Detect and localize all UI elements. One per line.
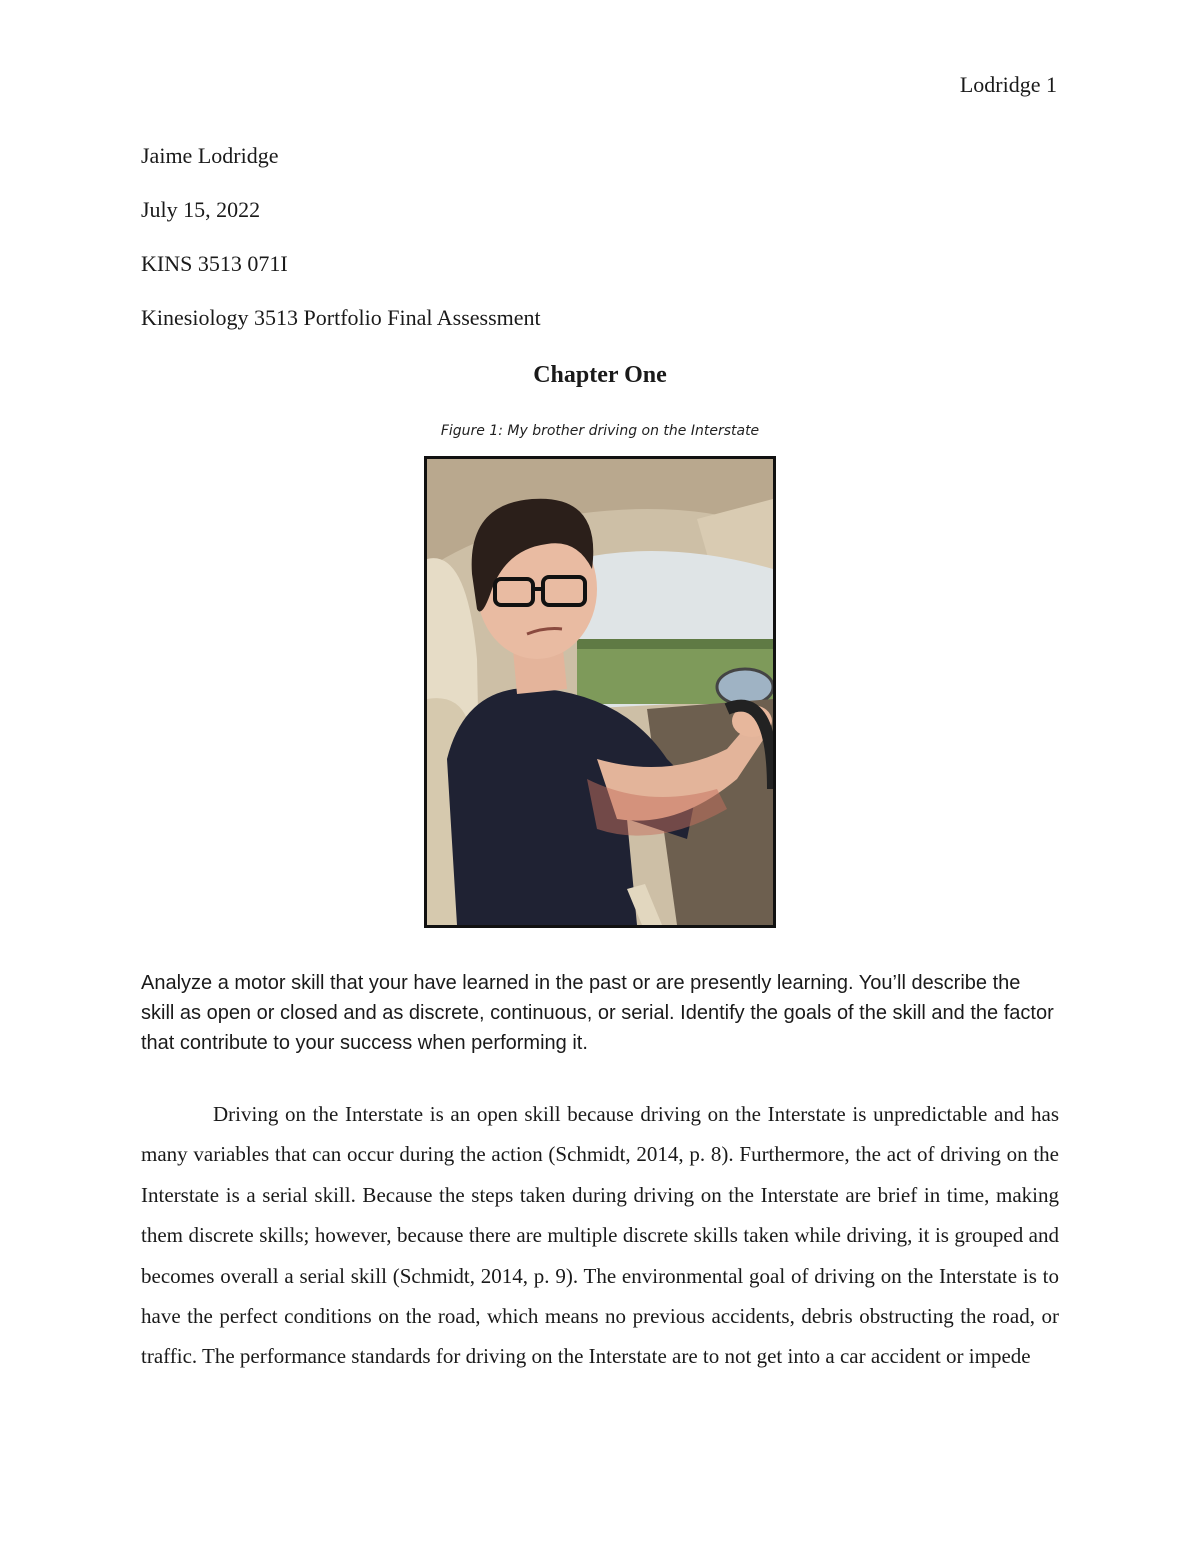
body-paragraph-text: Driving on the Interstate is an open skill because driving on the Interstate is unpredictable and has many variables that can occur during the action (Schmidt, 2014, p. 8). Furthermore, the act of driving on the Interstate is a serial skill. Because the steps taken during driving on the Interstate are brief in time, making them discrete skills; however, because there are multiple discrete skills taken while driving, it is grouped and becomes overall a serial skill (Schmidt, 2014, p. 9). The environmental goal of driving on the Interstate is to have the perfect conditions on the road, which means no previous accidents, debris obstructing the road, or traffic. The performance standards for driving on the Interstate are to not get into a car accident or impede bbox=[141, 1102, 1059, 1369]
running-head: Lodridge 1 bbox=[959, 72, 1057, 97]
body-paragraph bbox=[141, 1094, 1059, 1377]
figure-photo bbox=[424, 456, 776, 928]
figure-caption: Figure 1: My brother driving on the Interstate bbox=[440, 423, 760, 439]
document-date: July 15, 2022 bbox=[141, 197, 261, 222]
author-name: Jaime Lodridge bbox=[141, 143, 279, 168]
course-code: KINS 3513 071I bbox=[141, 251, 288, 276]
assignment-prompt: Analyze a motor skill that your have learned in the past or are presently learning. You’ll describe the skill as open or closed and as discrete, continuous, or serial. Identify the goals of the skill and the factor that contribute to your success when performing it. bbox=[141, 972, 1054, 1054]
chapter-title: Chapter One bbox=[533, 362, 667, 388]
assignment-title: Kinesiology 3513 Portfolio Final Assessment bbox=[141, 305, 541, 330]
